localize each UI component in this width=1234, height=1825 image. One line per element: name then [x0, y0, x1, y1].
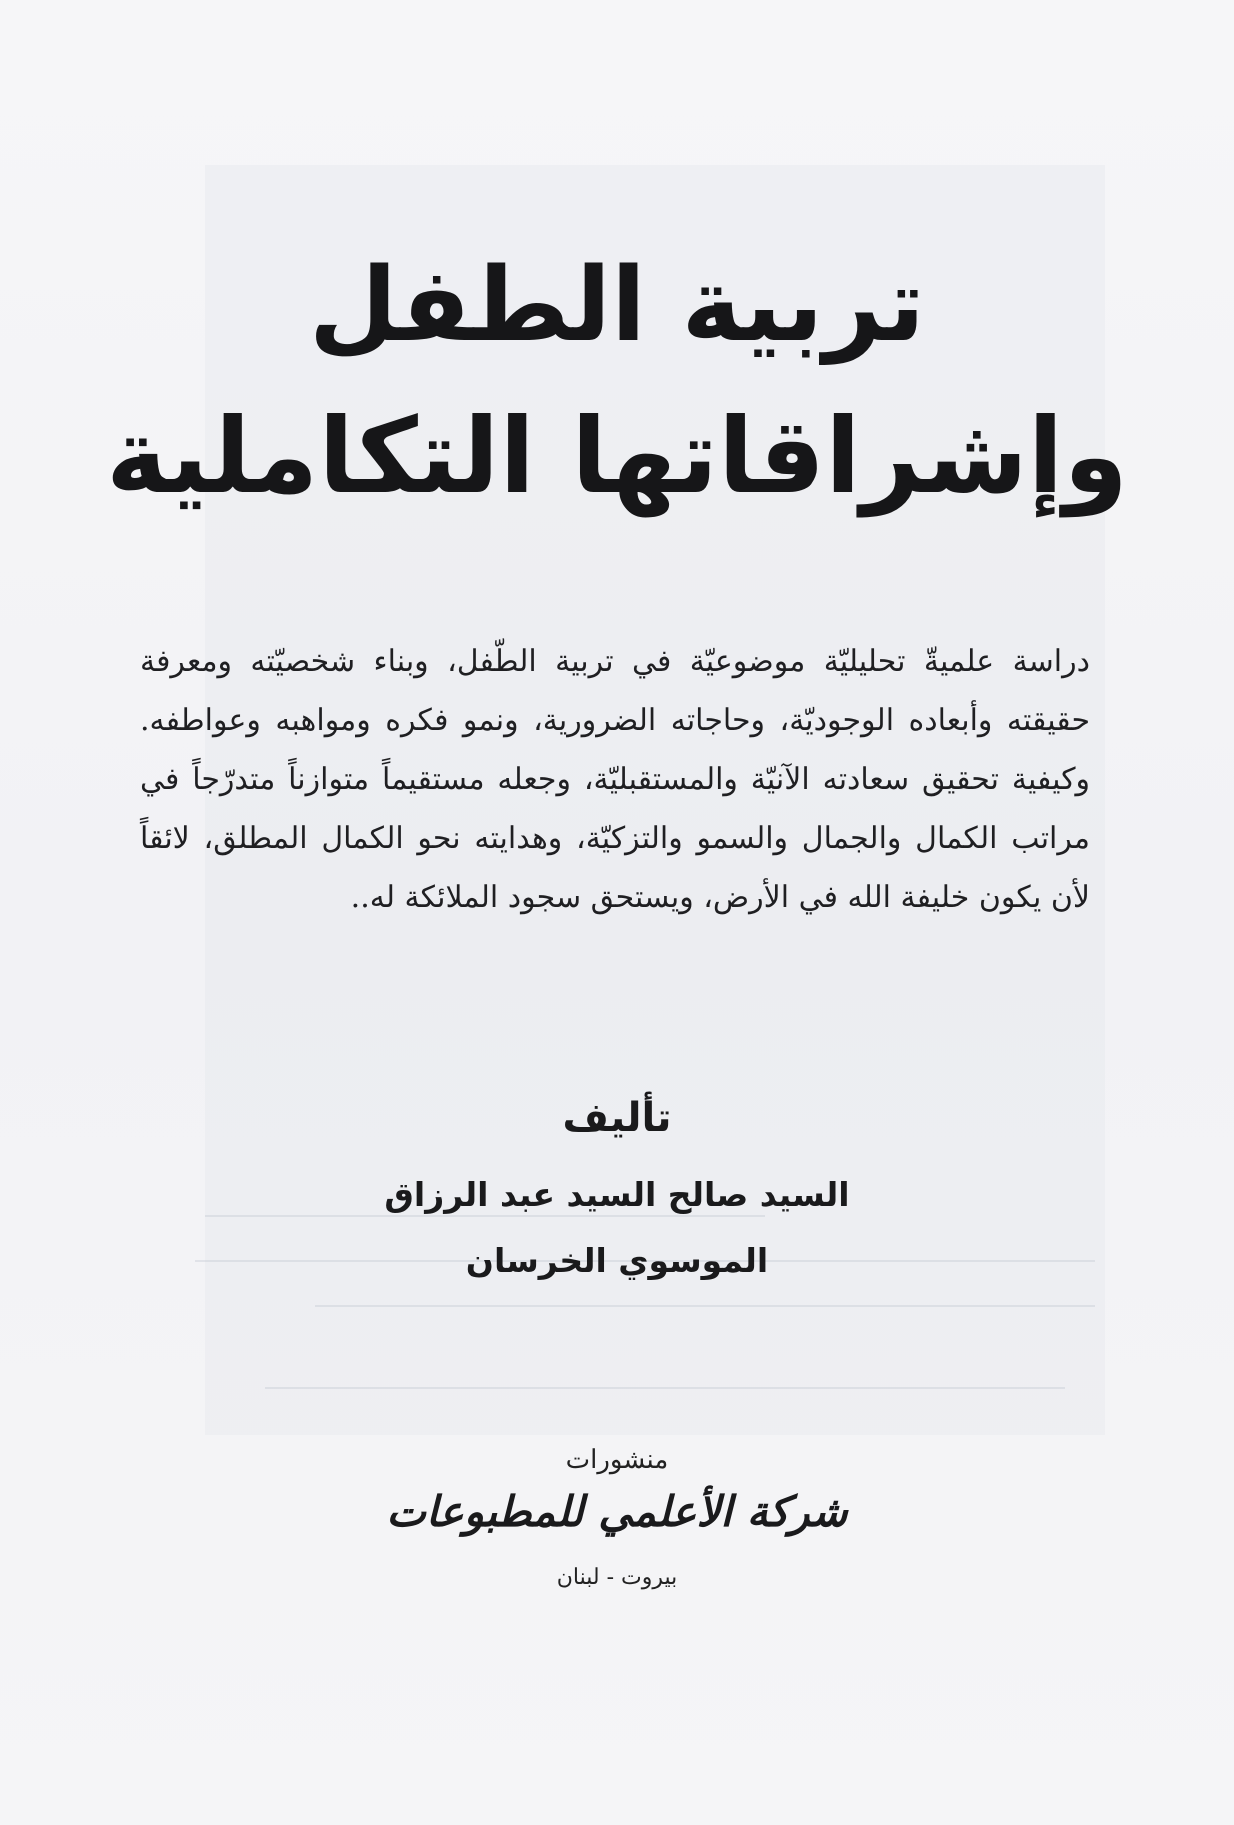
publisher-name: شركة الأعلمي للمطبوعات	[386, 1487, 848, 1536]
publisher-city: بيروت - لبنان	[556, 1565, 678, 1590]
author-name-line-1: السيد صالح السيد عبد الرزاق	[384, 1175, 850, 1214]
book-title-line-2: وإشراقاتها التكاملية	[105, 395, 1129, 517]
author-name-line-2: الموسوي الخرسان	[465, 1241, 769, 1280]
publisher-label: منشورات	[565, 1445, 669, 1475]
author-label: تأليف	[562, 1095, 672, 1141]
book-title-line-1: تربية الطفل	[308, 246, 926, 365]
book-description: دراسة علميةّ تحليليّة موضوعيّة في تربية الطّفل، وبناء شخصيّته ومعرفة حقيقته وأبعاده الوجوديّة، وحاجاته الضرورية، ونمو فكره ومواهبه وعواطفه. وكيفية تحقيق سعادته الآنيّة والمستقبليّة، وجعله مستقيماً متوازناً متدرّجاً في مراتب الكمال والجمال والسمو والتزكيّة، وهدايته نحو الكمال المطلق، لائقاً لأن يكون خليفة الله في الأرض، ويستحق سجود الملائكة له..	[140, 644, 1090, 915]
